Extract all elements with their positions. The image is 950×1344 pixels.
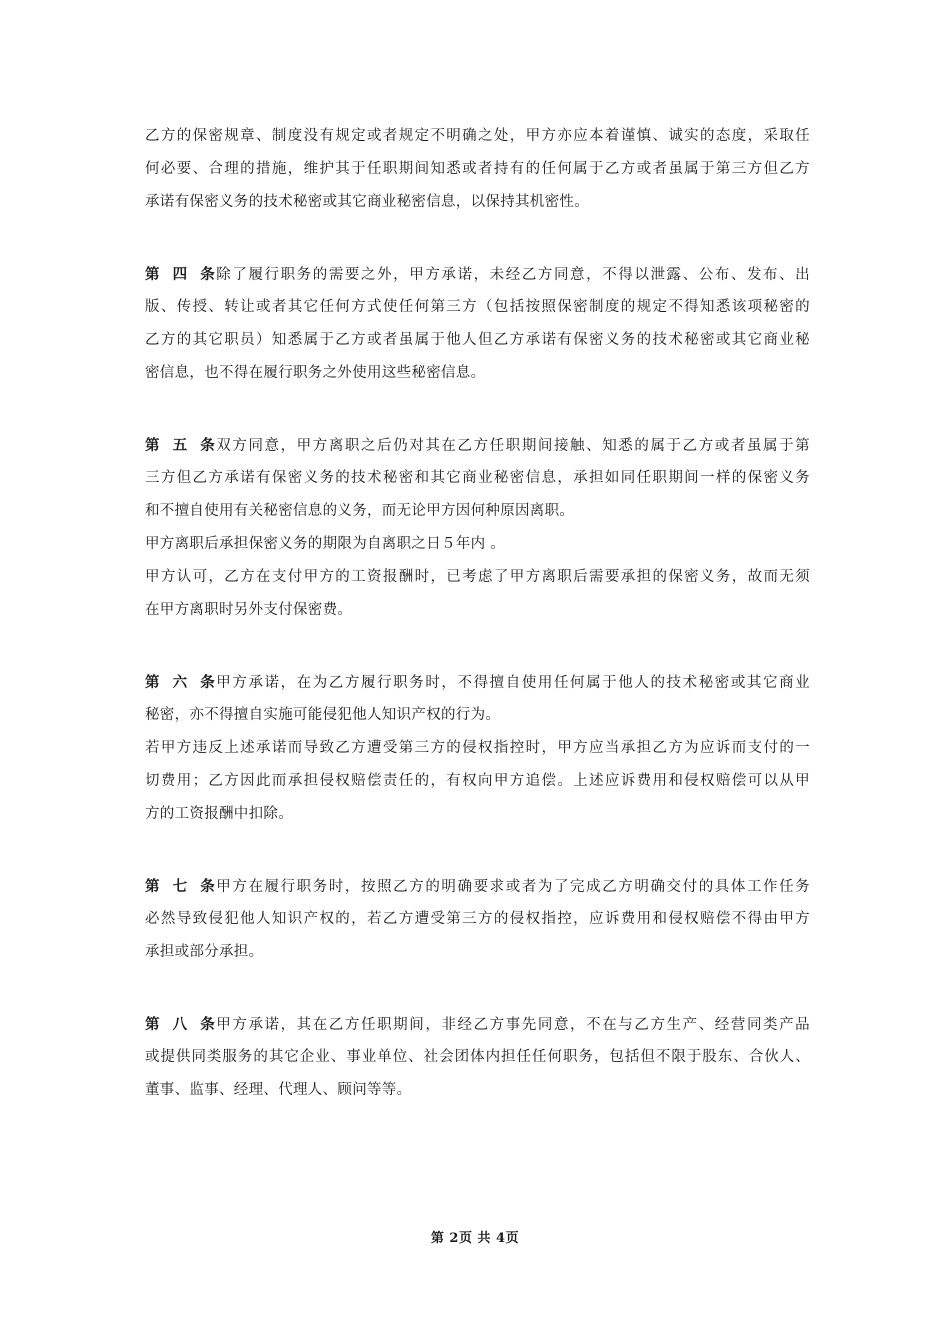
article-4	[145, 258, 810, 390]
text-line: 董事、监事、经理、代理人、顾问等等。	[145, 1082, 412, 1098]
article-first-line	[145, 666, 810, 699]
text-line: 乙方的保密规章、制度没有规定或者规定不明确之处，甲方亦应本着谨慎、诚实的态度，采取任	[145, 128, 810, 144]
article-first-line	[145, 870, 810, 903]
text-line: 双方同意，甲方离职之后仍对其在乙方任职期间接触、知悉的属于乙方或者虽属于第	[215, 438, 810, 454]
text-line: 甲方承诺，在为乙方履行职务时，不得擅自使用任何属于他人的技术秘密或其它商业	[215, 675, 810, 691]
article-label: 第七条	[145, 878, 215, 895]
text-line: 或提供同类服务的其它企业、事业单位、社会团体内担任任何职务，包括但不限于股东、合伙人、	[145, 1049, 810, 1065]
article-first-line	[145, 1008, 810, 1041]
article-7	[145, 870, 810, 969]
text-line: 承担或部分承担。	[145, 944, 264, 960]
document-body	[145, 120, 810, 1107]
text-line: 甲方承诺，其在乙方任职期间，非经乙方事先同意，不在与乙方生产、经营同类产品	[215, 1017, 810, 1033]
text-line: 必然导致侵犯他人知识产权的，若乙方遭受第三方的侵权指控，应诉费用和侵权赔偿不得由甲方	[145, 911, 810, 927]
text-line: 何必要、合理的措施，维护其于任职期间知悉或者持有的任何属于乙方或者虽属于第三方但乙方	[145, 161, 810, 177]
text-line: 三方但乙方承诺有保密义务的技术秘密和其它商业秘密信息，承担如同任职期间一样的保密义务	[145, 470, 810, 486]
article-label: 第六条	[145, 674, 215, 691]
text-line: 切费用；乙方因此而承担侵权赔偿责任的，有权向甲方追偿。上述应诉费用和侵权赔偿可以从甲	[145, 773, 810, 789]
text-line: 版、传授、转让或者其它任何方式使任何第三方（包括按照保密制度的规定不得知悉该项秘密的	[145, 299, 810, 315]
text-line: 甲方离职后承担保密义务的期限为自离职之日５年内 。	[145, 536, 506, 552]
article-label: 第八条	[145, 1016, 215, 1033]
text-line: 承诺有保密义务的技术秘密或其它商业秘密信息，以保持其机密性。	[145, 194, 589, 210]
article-label: 第四条	[145, 266, 215, 283]
text-line: 在甲方离职时另外支付保密费。	[145, 602, 353, 618]
article-8	[145, 1008, 810, 1107]
text-line: 甲方认可，乙方在支付甲方的工资报酬时，已考虑了甲方离职后需要承担的保密义务，故而无须	[145, 569, 810, 585]
text-line: 秘密，亦不得擅自实施可能侵犯他人知识产权的行为。	[145, 707, 501, 723]
article-6	[145, 666, 810, 831]
text-line: 密信息，也不得在履行职务之外使用这些秘密信息。	[145, 365, 486, 381]
intro-paragraph	[145, 120, 810, 219]
text-line: 若甲方违反上述承诺而导致乙方遭受第三方的侵权指控时，甲方应当承担乙方为应诉而支付的一	[145, 740, 810, 756]
text-line: 乙方的其它职员）知悉属于乙方或者虽属于他人但乙方承诺有保密义务的技术秘密或其它商业秘	[145, 332, 810, 348]
article-first-line	[145, 429, 810, 462]
text-line: 除了履行职务的需要之外，甲方承诺，未经乙方同意，不得以泄露、公布、发布、出	[215, 267, 810, 283]
text-line: 甲方在履行职务时，按照乙方的明确要求或者为了完成乙方明确交付的具体工作任务	[215, 879, 810, 895]
page-number-footer: 第 2页 共 4页	[430, 1231, 520, 1246]
article-first-line	[145, 258, 810, 291]
article-5	[145, 429, 810, 627]
article-label: 第五条	[145, 437, 215, 454]
text-line: 和不擅自使用有关秘密信息的义务，而无论甲方因何种原因离职。	[145, 503, 575, 519]
text-line: 方的工资报酬中扣除。	[145, 806, 293, 822]
